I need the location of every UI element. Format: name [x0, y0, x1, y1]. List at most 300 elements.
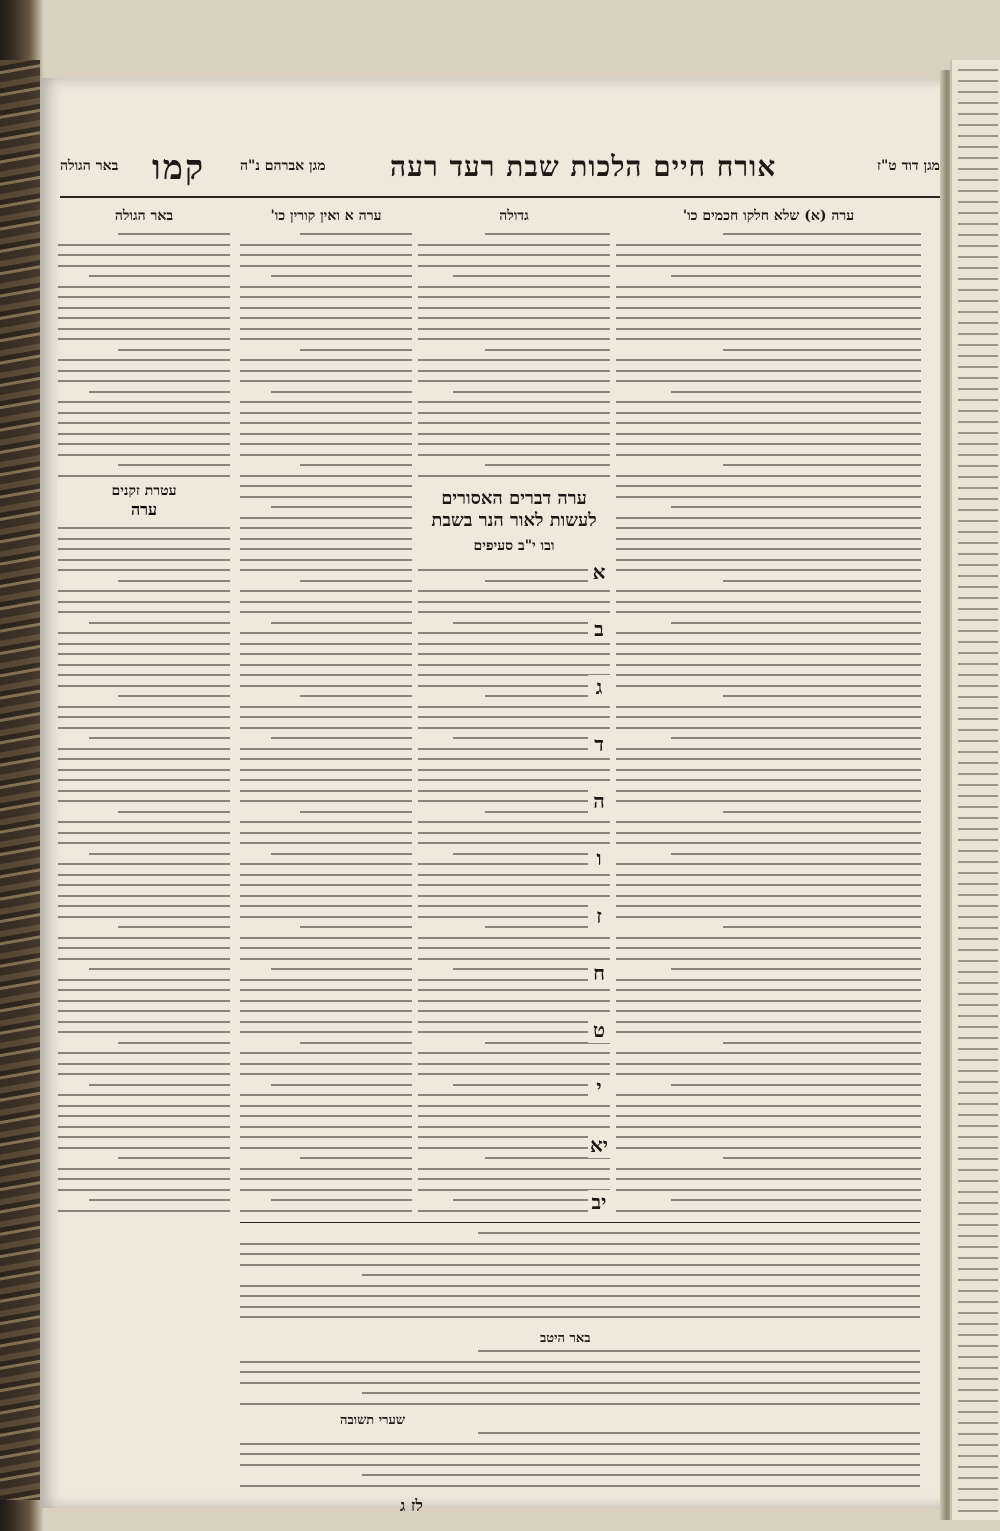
print-line — [418, 1189, 610, 1191]
next-page-line — [958, 850, 998, 852]
next-page-line — [958, 377, 998, 379]
print-line — [616, 842, 921, 844]
print-line — [418, 1052, 610, 1054]
paragraph-letter: ח — [588, 961, 610, 986]
paragraph-letter: ג — [588, 675, 610, 700]
print-line — [240, 884, 412, 886]
print-line — [616, 475, 921, 477]
print-line — [240, 1136, 412, 1138]
print-line — [240, 569, 412, 571]
print-line — [240, 1094, 412, 1096]
print-line — [616, 590, 921, 592]
print-line — [418, 706, 610, 708]
header-beer-hagolah-label: באר הגולה — [60, 158, 119, 174]
print-line — [89, 853, 230, 855]
book-spine — [0, 60, 40, 1500]
print-line — [240, 317, 412, 319]
print-line — [58, 454, 230, 456]
print-line — [58, 632, 230, 634]
print-line — [240, 821, 412, 823]
print-line — [671, 275, 921, 277]
print-line — [616, 821, 921, 823]
print-line — [240, 1382, 920, 1384]
print-line — [240, 905, 412, 907]
print-line — [271, 968, 412, 970]
print-line — [616, 380, 921, 382]
next-page-line — [958, 1499, 998, 1501]
next-page-line — [958, 421, 998, 423]
section-275-subheading: ובו י"ב סעיפים — [473, 538, 555, 554]
print-line — [240, 1115, 412, 1117]
print-line — [240, 769, 412, 771]
print-line — [418, 1115, 610, 1117]
print-line — [240, 1052, 412, 1054]
print-line — [616, 958, 921, 960]
print-line — [240, 1000, 412, 1002]
next-page-line — [958, 1510, 998, 1512]
print-line — [418, 443, 610, 445]
next-page-line — [958, 1290, 998, 1292]
print-line — [418, 632, 610, 634]
print-line — [271, 737, 412, 739]
print-line — [58, 800, 230, 802]
print-line — [240, 1443, 920, 1445]
print-line — [453, 1084, 610, 1086]
print-line — [616, 485, 921, 487]
print-line — [616, 422, 921, 424]
next-page-line — [958, 1125, 998, 1127]
print-line — [240, 370, 412, 372]
print-line — [58, 328, 230, 330]
next-page-line — [958, 1015, 998, 1017]
print-line — [671, 622, 921, 624]
print-line — [240, 401, 412, 403]
next-page-line — [958, 696, 998, 698]
print-line — [58, 401, 230, 403]
next-page-line — [958, 982, 998, 984]
print-line — [240, 674, 412, 676]
header-magen-avraham-label: מגן אברהם נ"ה — [240, 158, 326, 174]
print-line — [58, 1031, 230, 1033]
print-line — [271, 853, 412, 855]
next-page-line — [958, 1224, 998, 1226]
print-line — [240, 328, 412, 330]
paragraph-letter: ה — [588, 789, 610, 814]
main-text-column — [418, 206, 610, 1216]
print-line — [418, 979, 610, 981]
print-line — [616, 937, 921, 939]
print-line — [616, 1031, 921, 1033]
print-line — [616, 769, 921, 771]
print-line — [485, 349, 610, 351]
print-line — [616, 1136, 921, 1138]
next-page-line — [958, 520, 998, 522]
next-page-line — [958, 553, 998, 555]
print-line — [89, 391, 230, 393]
beer-heitev-title: באר היטב — [540, 1331, 591, 1346]
print-line — [418, 1063, 610, 1065]
next-page-line — [958, 751, 998, 753]
print-line — [362, 1392, 920, 1394]
beer-heitev-text — [240, 1350, 920, 1410]
next-page-line — [958, 1422, 998, 1424]
print-line — [240, 790, 412, 792]
print-line — [240, 958, 412, 960]
next-page-line — [958, 740, 998, 742]
print-line — [240, 433, 412, 435]
print-line — [118, 233, 230, 235]
next-page-line — [958, 1004, 998, 1006]
next-page-line — [958, 212, 998, 214]
print-line — [240, 517, 412, 519]
print-line — [58, 874, 230, 876]
print-line — [240, 632, 412, 634]
next-page-line — [958, 674, 998, 676]
print-line — [418, 779, 610, 781]
print-line — [418, 338, 610, 340]
next-page-line — [958, 102, 998, 104]
next-page-line — [958, 1345, 998, 1347]
next-page-line — [958, 905, 998, 907]
print-line — [616, 685, 921, 687]
next-page-line — [958, 1323, 998, 1325]
bottom-rule — [240, 1222, 920, 1223]
print-line — [616, 538, 921, 540]
next-page-line — [958, 707, 998, 709]
print-line — [58, 1063, 230, 1065]
next-page-line — [958, 124, 998, 126]
print-line — [616, 559, 921, 561]
print-line — [58, 958, 230, 960]
next-page-line — [958, 1444, 998, 1446]
section-275-heading-block — [418, 480, 610, 565]
print-line — [616, 244, 921, 246]
next-page-line — [958, 443, 998, 445]
next-page-line — [958, 179, 998, 181]
print-line — [89, 1199, 230, 1201]
next-page-line — [958, 597, 998, 599]
next-page-line — [958, 1048, 998, 1050]
next-page-line — [958, 960, 998, 962]
print-line — [240, 716, 412, 718]
print-line — [240, 1485, 920, 1487]
print-line — [616, 947, 921, 949]
print-line — [89, 737, 230, 739]
next-page-line — [958, 355, 998, 357]
taz-column — [616, 206, 921, 1216]
next-page-line — [958, 927, 998, 929]
print-line — [58, 559, 230, 561]
next-page-line — [958, 1235, 998, 1237]
print-line — [58, 779, 230, 781]
print-line — [418, 653, 610, 655]
print-line — [418, 1073, 610, 1075]
print-line — [118, 349, 230, 351]
print-line — [240, 947, 412, 949]
print-line — [616, 790, 921, 792]
print-line — [240, 1105, 412, 1107]
print-line — [58, 664, 230, 666]
print-line — [616, 517, 921, 519]
next-page-line — [958, 729, 998, 731]
print-line — [418, 821, 610, 823]
print-line — [616, 569, 921, 571]
print-line — [58, 821, 230, 823]
next-page-line — [958, 1466, 998, 1468]
print-line — [418, 328, 610, 330]
print-line — [240, 643, 412, 645]
print-line — [240, 895, 412, 897]
print-line — [58, 317, 230, 319]
print-line — [723, 1157, 921, 1159]
print-line — [240, 1010, 412, 1012]
print-line — [240, 1126, 412, 1128]
print-line — [240, 1189, 412, 1191]
print-line — [418, 716, 610, 718]
print-line — [616, 832, 921, 834]
print-line — [240, 296, 412, 298]
section-275-heading: ערה דברים האסורים לעשות לאור הנר בשבת — [431, 488, 597, 531]
print-line — [418, 916, 610, 918]
print-line — [616, 632, 921, 634]
next-page-line — [958, 1257, 998, 1259]
print-line — [240, 979, 412, 981]
print-line — [616, 1168, 921, 1170]
print-line — [240, 758, 412, 760]
next-page-line — [958, 1070, 998, 1072]
next-page-line — [958, 190, 998, 192]
shaarei-teshuvah-title: שערי תשובה — [340, 1413, 406, 1428]
print-line — [240, 265, 412, 267]
print-line — [89, 622, 230, 624]
next-page-line — [958, 784, 998, 786]
print-line — [723, 349, 921, 351]
print-line — [271, 1199, 412, 1201]
print-line — [616, 653, 921, 655]
print-line — [58, 1000, 230, 1002]
print-line — [58, 916, 230, 918]
print-line — [89, 1084, 230, 1086]
print-line — [616, 401, 921, 403]
print-line — [418, 790, 610, 792]
print-line — [485, 233, 610, 235]
print-line — [616, 1115, 921, 1117]
print-line — [418, 1168, 610, 1170]
next-page-line — [958, 542, 998, 544]
print-line — [418, 842, 610, 844]
print-line — [616, 1021, 921, 1023]
print-line — [723, 1042, 921, 1044]
print-line — [300, 233, 412, 235]
magen-avraham-lead: ערה א ואין קורין כו' — [270, 208, 382, 224]
print-line — [418, 370, 610, 372]
print-line — [240, 832, 412, 834]
print-line — [478, 1432, 920, 1434]
next-page-line — [958, 454, 998, 456]
print-line — [58, 1168, 230, 1170]
print-line — [616, 916, 921, 918]
print-line — [240, 779, 412, 781]
print-line — [240, 538, 412, 540]
print-line — [240, 443, 412, 445]
next-page-line — [958, 630, 998, 632]
print-line — [418, 286, 610, 288]
print-line — [616, 895, 921, 897]
print-line — [240, 1031, 412, 1033]
print-line — [478, 1350, 920, 1352]
print-line — [58, 748, 230, 750]
print-line — [58, 1094, 230, 1096]
print-line — [616, 265, 921, 267]
next-page-line — [958, 1103, 998, 1105]
print-line — [58, 338, 230, 340]
print-line — [58, 601, 230, 603]
print-line — [58, 422, 230, 424]
print-line — [240, 937, 412, 939]
print-line — [418, 422, 610, 424]
next-page-line — [958, 685, 998, 687]
print-line — [240, 748, 412, 750]
print-line — [418, 412, 610, 414]
next-page-line — [958, 795, 998, 797]
print-line — [616, 1147, 921, 1149]
print-line — [723, 233, 921, 235]
print-line — [240, 548, 412, 550]
next-page-line — [958, 410, 998, 412]
print-line — [616, 884, 921, 886]
next-page-line — [958, 1180, 998, 1182]
print-line — [240, 590, 412, 592]
print-line — [58, 727, 230, 729]
print-line — [418, 1210, 610, 1212]
print-line — [616, 317, 921, 319]
print-line — [362, 1474, 920, 1476]
print-line — [58, 643, 230, 645]
print-line — [58, 359, 230, 361]
print-line — [58, 989, 230, 991]
next-page-line — [958, 509, 998, 511]
print-line — [616, 307, 921, 309]
next-page-line — [958, 344, 998, 346]
signature-mark: לז ג — [400, 1496, 423, 1515]
print-line — [240, 916, 412, 918]
paragraph-letter: ט — [588, 1018, 610, 1043]
next-page-line — [958, 1114, 998, 1116]
paragraph-letter: ד — [588, 732, 610, 757]
print-line — [58, 706, 230, 708]
next-page-line — [958, 608, 998, 610]
print-line — [418, 359, 610, 361]
next-page-line — [958, 949, 998, 951]
print-line — [616, 979, 921, 981]
print-line — [58, 590, 230, 592]
print-line — [616, 1073, 921, 1075]
print-line — [418, 1000, 610, 1002]
shaarei-teshuvah-text — [240, 1432, 920, 1500]
print-line — [418, 569, 610, 571]
print-line — [418, 937, 610, 939]
print-line — [89, 968, 230, 970]
print-line — [418, 265, 610, 267]
print-line — [240, 1147, 412, 1149]
print-line — [58, 1126, 230, 1128]
print-line — [671, 391, 921, 393]
print-line — [240, 611, 412, 613]
print-line — [418, 1178, 610, 1180]
next-page-line — [958, 300, 998, 302]
print-line — [418, 590, 610, 592]
print-line — [418, 601, 610, 603]
print-line — [300, 1157, 412, 1159]
print-line — [118, 811, 230, 813]
print-line — [271, 1084, 412, 1086]
next-page-line — [958, 1279, 998, 1281]
next-page-line — [958, 223, 998, 225]
next-page-line — [958, 861, 998, 863]
print-line — [723, 580, 921, 582]
print-line — [240, 338, 412, 340]
print-line — [58, 265, 230, 267]
print-line — [671, 737, 921, 739]
print-line — [418, 958, 610, 960]
print-line — [118, 695, 230, 697]
print-line — [58, 979, 230, 981]
paragraph-letter: א — [588, 560, 610, 585]
print-line — [418, 1021, 610, 1023]
next-page-line — [958, 1213, 998, 1215]
print-line — [418, 1136, 610, 1138]
next-page-line — [958, 157, 998, 159]
next-page-line — [958, 278, 998, 280]
print-line — [300, 464, 412, 466]
print-line — [300, 580, 412, 582]
print-line — [418, 1094, 610, 1096]
print-line — [58, 758, 230, 760]
print-line — [616, 1010, 921, 1012]
print-line — [616, 328, 921, 330]
print-line — [58, 433, 230, 435]
next-page-line — [958, 234, 998, 236]
next-page-line — [958, 289, 998, 291]
print-line — [362, 1274, 920, 1276]
next-page-line — [958, 146, 998, 148]
print-line — [418, 884, 610, 886]
print-line — [418, 664, 610, 666]
print-line — [616, 412, 921, 414]
next-page-line — [958, 817, 998, 819]
next-page-line — [958, 333, 998, 335]
print-line — [616, 863, 921, 865]
print-line — [240, 1453, 920, 1455]
next-page-line — [958, 201, 998, 203]
next-page-line — [958, 883, 998, 885]
print-line — [58, 674, 230, 676]
print-line — [240, 685, 412, 687]
print-line — [723, 695, 921, 697]
print-line — [118, 926, 230, 928]
print-line — [58, 1010, 230, 1012]
next-page-line — [958, 322, 998, 324]
header-title: אורח חיים הלכות שבת רעד רעה — [390, 150, 777, 183]
print-line — [300, 1042, 412, 1044]
print-line — [453, 391, 610, 393]
print-line — [240, 380, 412, 382]
print-line — [240, 863, 412, 865]
print-line — [616, 1210, 921, 1212]
print-line — [240, 1073, 412, 1075]
print-line — [616, 1189, 921, 1191]
print-line — [58, 1147, 230, 1149]
